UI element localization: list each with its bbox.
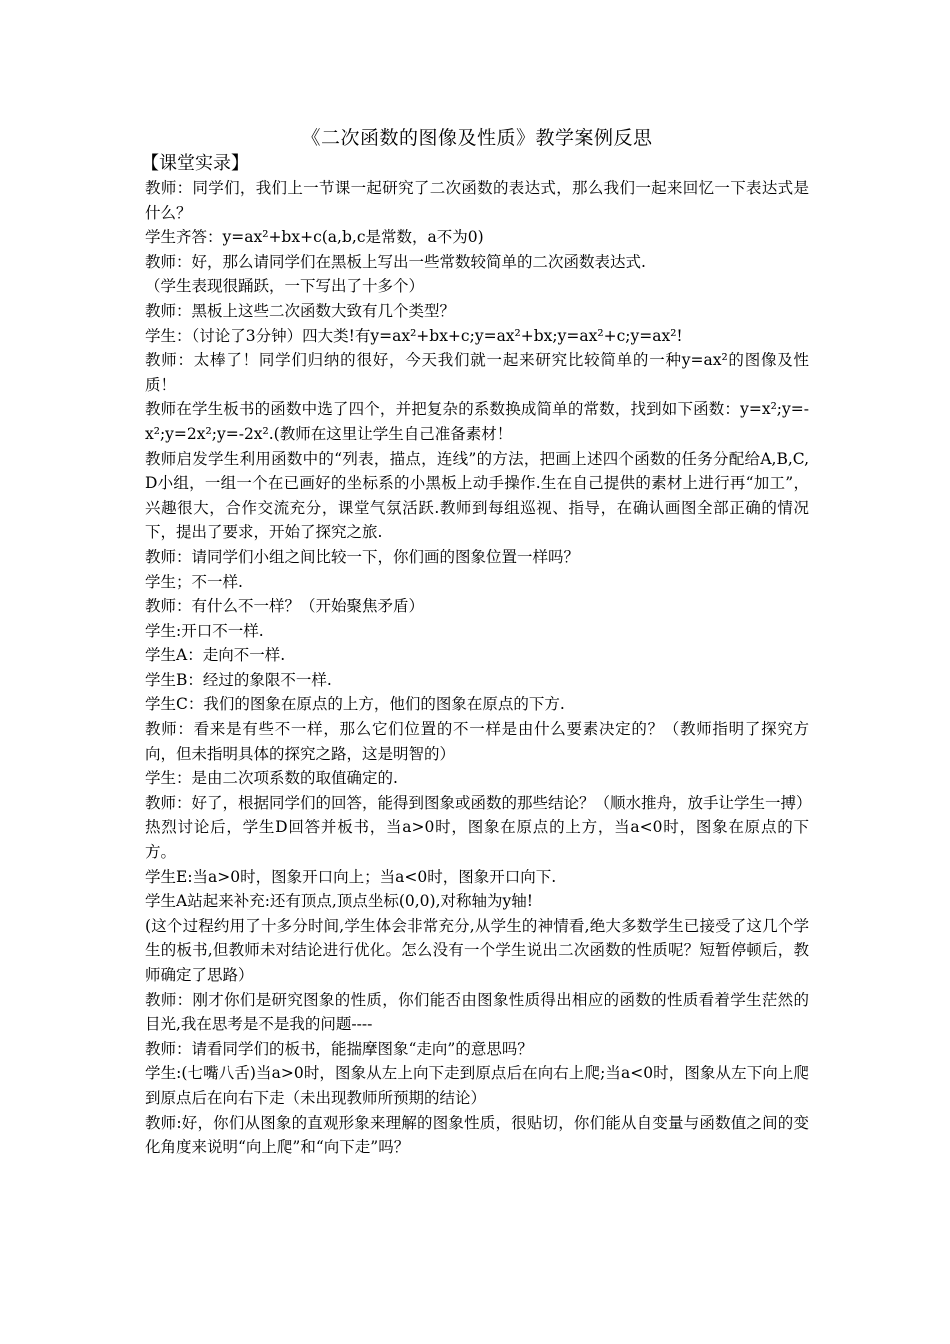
paragraph: 学生；不一样. — [145, 572, 243, 591]
paragraph: 教师：刚才你们是研究图象的性质，你们能否由图象性质得出相应的函数的性质看着学生茫然的目光,我在思考是不是我的问题---- — [145, 990, 809, 1034]
paragraph: 教师：同学们，我们上一节课一起研究了二次函数的表达式，那么我们一起来回忆一下表达式是什么？ — [145, 179, 809, 222]
paragraph: 教师：好，那么请同学们在黑板上写出一些常数较简单的二次函数表达式. — [145, 252, 646, 271]
paragraph: 教师：请同学们小组之间比较一下，你们画的图象位置一样吗？ — [145, 547, 580, 566]
paragraph: (这个过程约用了十多分时间,学生体会非常充分,从学生的神情看,绝大多数学生已接受了这几个学生的板书,但教师未对结论进行优化。怎么没有一个学生说出二次函数的性质呢？短暂停顿后，教师确定了思路） — [145, 916, 809, 984]
paragraph: 学生：是由二次项系数的取值确定的. — [145, 769, 398, 788]
paragraph: 学生A：走向不一样. — [145, 646, 286, 665]
paragraph: 教师启发学生利用函数中的“列表，描点，连线”的方法，把画上述四个函数的任务分配给A,B,C,D小组，一组一个在已画好的坐标系的小黑板上动手操作.生在自己提供的素材上进行再“加工”，兴趣很大，合作交流充分，课堂气氛活跃.教师到每组巡视、指导，在确认画图全部正确的情况下，提出了要求，开始了探究之旅. — [145, 449, 809, 542]
document-page — [141, 126, 812, 1160]
paragraph: 教师:好，你们从图象的直观形象来理解的图象性质，很贴切，你们能从自变量与函数值之间的变化角度来说明“向上爬”和“向下走”吗？ — [145, 1113, 809, 1157]
document-title: 《二次函数的图像及性质》教学案例反思 — [301, 127, 653, 149]
paragraph: 学生E:当a>0时，图象开口向上；当a<0时，图象开口向下. — [145, 867, 557, 886]
paragraph: 教师：太棒了！同学们归纳的很好，今天我们就一起来研究比较简单的一种y=ax²的图像及性质！ — [145, 351, 809, 394]
paragraph: 学生：（讨论了3分钟）四大类!有y=ax²+bx+c;y=ax²+bx;y=ax²+c;y=ax²! — [145, 326, 683, 345]
document-body — [145, 176, 812, 1160]
paragraph: 教师：黑板上这些二次函数大致有几个类型？ — [145, 301, 456, 320]
paragraph: 教师在学生板书的函数中选了四个，并把复杂的系数换成简单的常数，找到如下函数：y=x²;y=-x²;y=2x²;y=-2x².(教师在这里让学生自己准备素材！ — [145, 400, 809, 443]
section-heading: 【课堂实录】 — [141, 153, 249, 174]
paragraph: 学生B：经过的象限不一样. — [145, 670, 332, 689]
paragraph: （学生表现很踊跃，一下写出了十多个） — [145, 277, 425, 296]
paragraph: 热烈讨论后，学生D回答并板书，当a>0时，图象在原点的上方，当a<0时，图象在原点的下方。 — [145, 818, 809, 862]
paragraph: 学生A站起来补充:还有顶点,顶点坐标(0,0),对称轴为y轴! — [145, 892, 534, 911]
paragraph: 教师：请看同学们的板书，能揣摩图象“走向”的意思吗？ — [145, 1039, 533, 1058]
paragraph: 学生:开口不一样. — [145, 621, 264, 640]
paragraph: 教师：看来是有些不一样，那么它们位置的不一样是由什么要素决定的？（教师指明了探究方向，但未指明具体的探究之路，这是明智的） — [145, 720, 809, 763]
paragraph: 学生C：我们的图象在原点的上方，他们的图象在原点的下方. — [145, 695, 565, 714]
paragraph: 学生:(七嘴八舌)当a>0时，图象从左上向下走到原点后在向右上爬;当a<0时，图象从左下向上爬到原点后在向右下走（未出现教师所预期的结论） — [145, 1064, 809, 1107]
paragraph: 教师：有什么不一样？（开始聚焦矛盾） — [145, 597, 425, 616]
paragraph: 教师：好了，根据同学们的回答，能得到图象或函数的那些结论？（顺水推舟，放手让学生一搏） — [145, 793, 812, 812]
paragraph: 学生齐答：y=ax²+bx+c(a,b,c是常数，a不为0) — [145, 228, 484, 247]
